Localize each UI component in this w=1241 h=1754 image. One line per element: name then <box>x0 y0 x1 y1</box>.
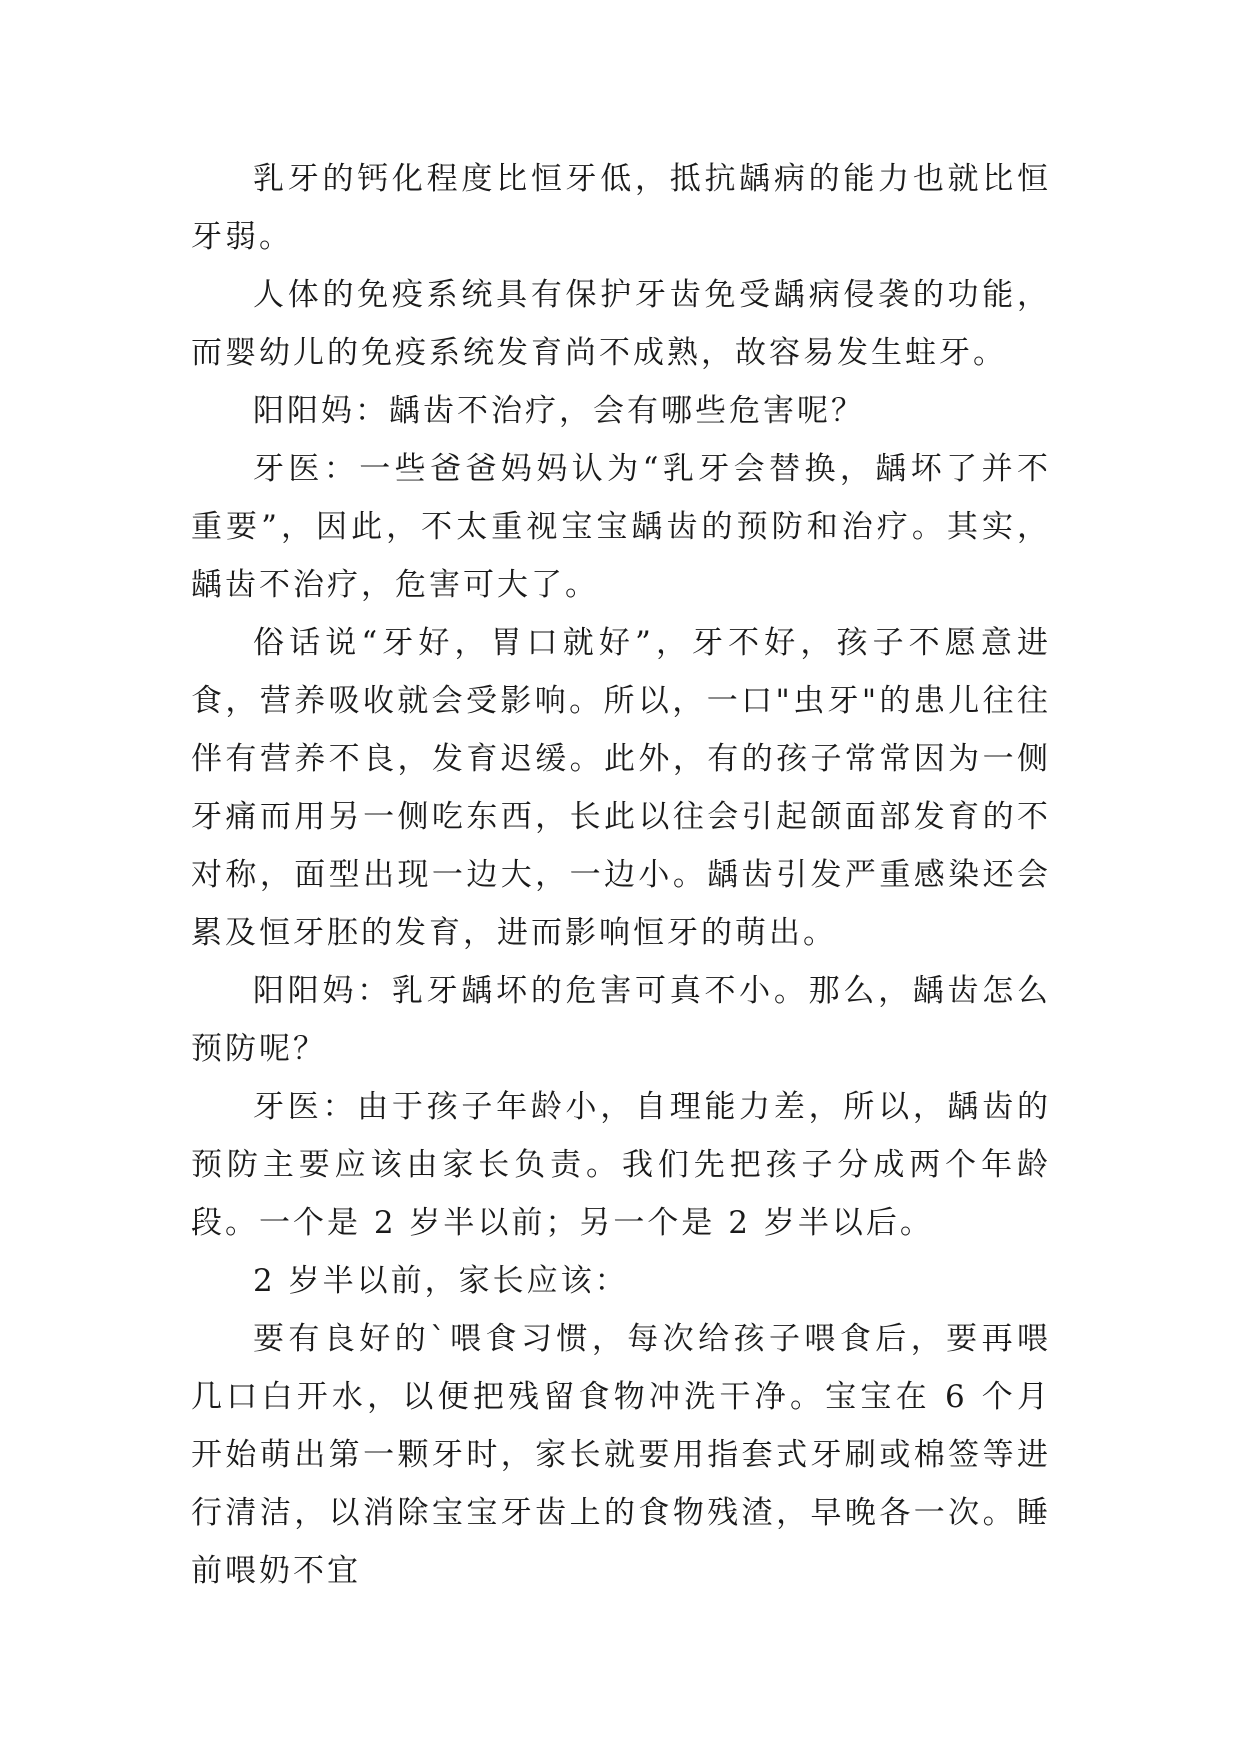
paragraph-5: 俗话说“牙好，胃口就好”，牙不好，孩子不愿意进食，营养吸收就会受影响。所以，一口"虫牙"的患儿往往伴有营养不良，发育迟缓。此外，有的孩子常常因为一侧牙痛而用另一侧吃东西，长此以往会引起颌面部发育的不对称，面型出现一边大，一边小。龋齿引发严重感染还会累及恒牙胚的发育，进而影响恒牙的萌出。 <box>191 625 1051 951</box>
paragraph-8: 2 岁半以前，家长应该： <box>253 1263 629 1299</box>
paragraph-1: 乳牙的钙化程度比恒牙低，抵抗龋病的能力也就比恒牙弱。 <box>191 161 1051 255</box>
paragraph-4: 牙医：一些爸爸妈妈认为“乳牙会替换，龋坏了并不重要”，因此，不太重视宝宝龋齿的预防和治疗。其实，龋齿不治疗，危害可大了。 <box>191 451 1051 603</box>
paragraph-9: 要有良好的`喂食习惯，每次给孩子喂食后，要再喂几口白开水，以便把残留食物冲洗干净。宝宝在 6 个月开始萌出第一颗牙时，家长就要用指套式牙刷或棉签等进行清洁，以消除宝宝牙齿上的食物残渣，早晚各一次。睡前喂奶不宜 <box>191 1321 1051 1589</box>
paragraph-7: 牙医：由于孩子年龄小，自理能力差，所以，龋齿的预防主要应该由家长负责。我们先把孩子分成两个年龄段。一个是 2 岁半以前；另一个是 2 岁半以后。 <box>191 1089 1051 1241</box>
paragraph-3: 阳阳妈：龋齿不治疗，会有哪些危害呢？ <box>253 393 865 429</box>
document-body <box>191 150 1051 1600</box>
paragraph-2: 人体的免疫系统具有保护牙齿免受龋病侵袭的功能，而婴幼儿的免疫系统发育尚不成熟，故容易发生蛀牙。 <box>191 277 1051 371</box>
paragraph-6: 阳阳妈：乳牙龋坏的危害可真不小。那么，龋齿怎么预防呢？ <box>191 973 1051 1067</box>
